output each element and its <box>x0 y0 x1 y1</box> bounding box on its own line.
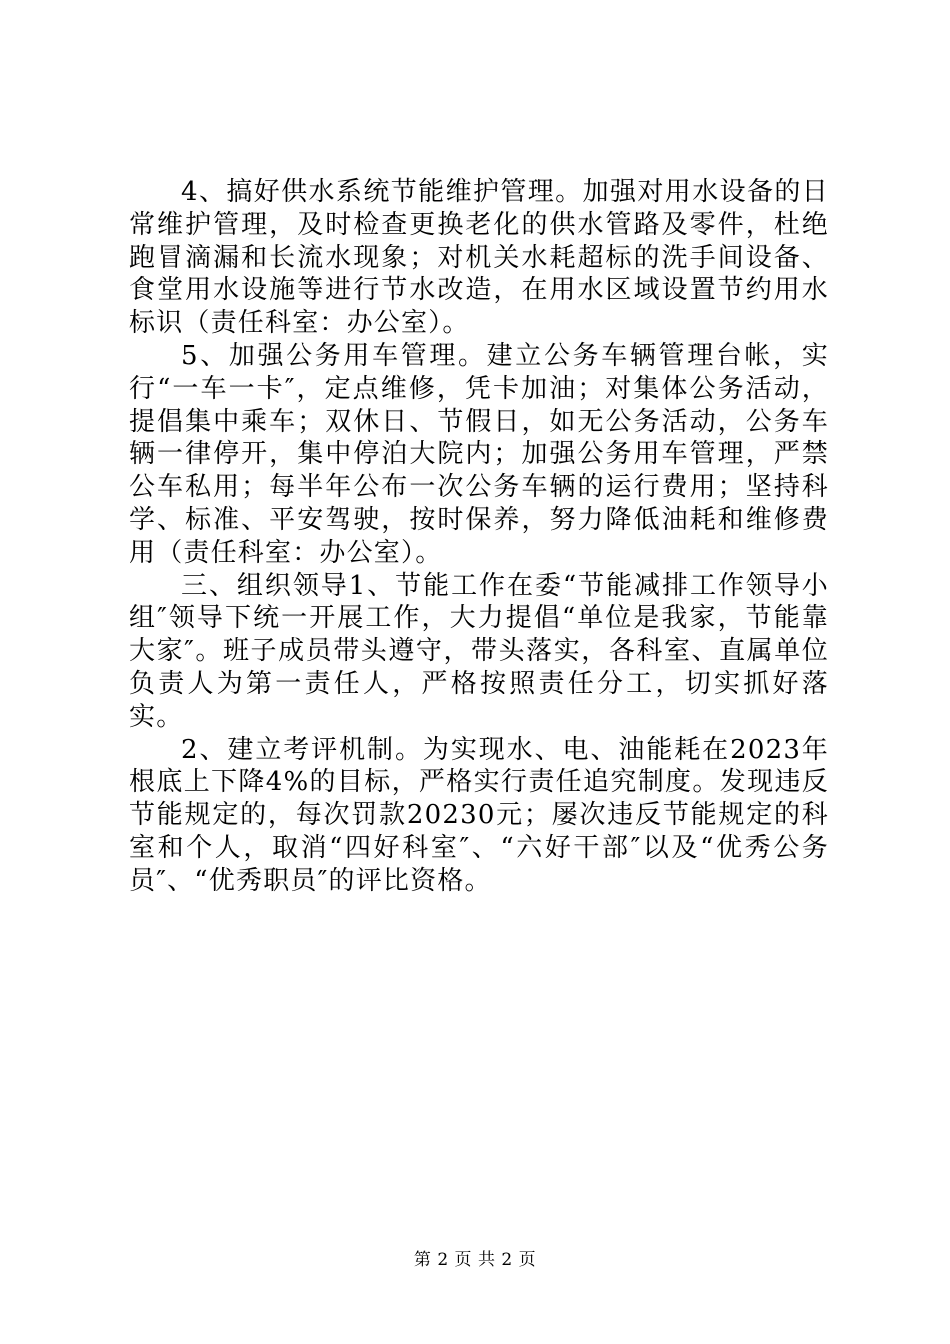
paragraph-water-supply: 4、搞好供水系统节能维护管理。加强对用水设备的日常维护管理，及时检查更换老化的供水管路及零件，杜绝跑冒滴漏和长流水现象；对机关水耗超标的洗手间设备、食堂用水设施等进行节水改造，在用水区域设置节约用水标识（责任科室：办公室）。 <box>129 177 829 339</box>
paragraph-vehicle-management: 5、加强公务用车管理。建立公务车辆管理台帐，实行“一车一卡″，定点维修，凭卡加油；对集体公务活动，提倡集中乘车；双休日、节假日，如无公务活动，公务车辆一律停开，集中停泊大院内；加强公务用车管理，严禁公车私用；每半年公布一次公务车辆的运行费用；坚持科学、标准、平安驾驶，按时保养，努力降低油耗和维修费用（责任科室：办公室）。 <box>129 340 829 568</box>
paragraph-evaluation-mechanism: 2、建立考评机制。为实现水、电、油能耗在2023年根底上下降4%的目标，严格实行责任追究制度。发现违反节能规定的，每次罚款20230元；屡次违反节能规定的科室和个人，取消“四好科室″、“六好干部″以及“优秀公务员″、“优秀职员″的评比资格。 <box>129 734 829 896</box>
paragraph-organization-leadership: 三、组织领导1、节能工作在委“节能减排工作领导小组″领导下统一开展工作，大力提倡“单位是我家，节能靠大家″。班子成员带头遵守，带头落实，各科室、直属单位负责人为第一责任人，严格按照责任分工，切实抓好落实。 <box>129 570 829 732</box>
page-footer: 第 2 页 共 2 页 <box>413 1250 537 1270</box>
document-body <box>129 176 829 898</box>
